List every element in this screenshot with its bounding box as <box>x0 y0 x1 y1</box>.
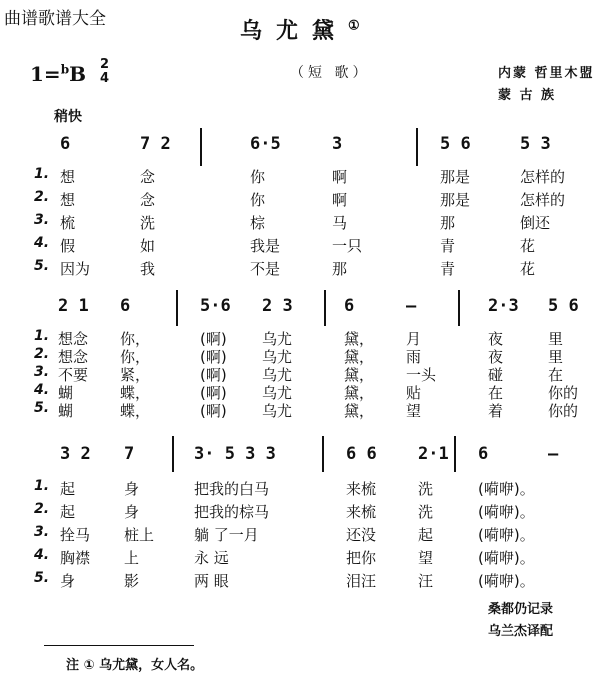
verse-number: 3. <box>34 524 50 540</box>
lyric-word: (啊) <box>200 384 227 402</box>
barline <box>416 128 418 166</box>
lyric-word: 身 <box>124 480 140 498</box>
lyric-word: 蝴 <box>58 384 74 402</box>
lyric-word: 想 <box>60 191 76 209</box>
jianpu-note: 7 <box>124 444 135 464</box>
jianpu-note: 6 <box>344 296 355 316</box>
lyric-word: 想念 <box>58 348 89 366</box>
lyric-word: 桩上 <box>124 526 155 544</box>
lyric-word: 黛， <box>344 330 375 348</box>
lyric-word: (啊) <box>200 366 227 384</box>
jianpu-note: 5 3 <box>520 134 551 154</box>
barline <box>322 436 324 472</box>
lyric-word: (嗬咿)。 <box>478 526 535 544</box>
jianpu-note: 2 3 <box>262 296 293 316</box>
jianpu-note: 3 <box>332 134 343 154</box>
lyric-word: 起 <box>60 503 76 521</box>
footnote <box>66 654 203 673</box>
lyric-word: 因为 <box>60 260 91 278</box>
lyric-word: 想 <box>60 168 76 186</box>
jianpu-note: 6 <box>60 134 71 154</box>
lyric-word: 一只 <box>332 237 363 255</box>
verse-number: 1. <box>34 328 50 344</box>
verse-number: 5. <box>34 258 50 274</box>
lyric-word: 我是 <box>250 237 281 255</box>
lyric-word: 汪 <box>418 572 434 590</box>
lyric-word: 你， <box>120 330 151 348</box>
lyric-word: 来梳 <box>346 480 377 498</box>
lyric-word: 起 <box>418 526 434 544</box>
jianpu-note: 7 2 <box>140 134 171 154</box>
lyric-word: (啊) <box>200 402 227 420</box>
lyric-word: 乌尤 <box>262 348 293 366</box>
time-signature <box>100 58 109 86</box>
jianpu-note: 2·3 <box>488 296 519 316</box>
jianpu-note: 2·1 <box>418 444 449 464</box>
lyric-word: 花 <box>520 237 536 255</box>
lyric-word: 在 <box>548 366 564 384</box>
lyric-word: 想念 <box>58 330 89 348</box>
lyric-word: 怎样的 <box>520 191 566 209</box>
lyric-word: 棕 <box>250 214 266 232</box>
jianpu-note: – <box>548 444 559 464</box>
verse-number: 2. <box>34 189 50 205</box>
lyric-word: 那是 <box>440 191 471 209</box>
lyric-word: 把我的棕马 <box>194 503 270 521</box>
key-prefix: 1= <box>30 62 61 86</box>
lyric-word: 乌尤 <box>262 384 293 402</box>
title-text: 乌尤黛 <box>240 18 349 44</box>
lyric-word: 青 <box>440 260 456 278</box>
meter-top: 2 <box>100 57 110 72</box>
song-title <box>240 14 360 45</box>
lyric-word: 身 <box>60 572 76 590</box>
lyric-word: 一头 <box>406 366 437 384</box>
lyric-word: (啊) <box>200 348 227 366</box>
jianpu-note: 6 <box>120 296 131 316</box>
origin-region: 内蒙 哲里木盟 <box>498 66 595 81</box>
jianpu-note: – <box>406 296 417 316</box>
footnote-mark: ① <box>83 658 95 673</box>
lyric-word: 影 <box>124 572 140 590</box>
lyric-word: 躺 了一月 <box>194 526 259 544</box>
lyric-word: 贴 <box>406 384 422 402</box>
lyric-word: (嗬咿)。 <box>478 572 535 590</box>
lyric-word: 望 <box>418 549 434 567</box>
lyric-word: 你 <box>250 191 266 209</box>
verse-number: 5. <box>34 570 50 586</box>
verse-number: 4. <box>34 382 50 398</box>
song-subtitle: （短 歌） <box>290 65 371 81</box>
barline <box>176 290 178 326</box>
lyric-word: 把你 <box>346 549 377 567</box>
barline <box>454 436 456 472</box>
lyric-word: 花 <box>520 260 536 278</box>
verse-number: 4. <box>34 235 50 251</box>
footnote-prefix: 注 <box>66 658 80 673</box>
lyric-word: 乌尤 <box>262 330 293 348</box>
tempo-marking: 稍快 <box>54 109 82 125</box>
lyric-word: 我 <box>140 260 156 278</box>
site-watermark: 曲谱歌谱大全 <box>4 9 106 29</box>
verse-number: 3. <box>34 364 50 380</box>
lyric-word: 蝶， <box>120 384 151 402</box>
lyric-word: 念 <box>140 168 156 186</box>
lyric-word: 青 <box>440 237 456 255</box>
lyric-word: 洗 <box>140 214 156 232</box>
jianpu-note: 2 1 <box>58 296 89 316</box>
lyric-word: 里 <box>548 348 564 366</box>
verse-number: 3. <box>34 212 50 228</box>
lyric-word: 黛， <box>344 384 375 402</box>
lyric-word: 马 <box>332 214 348 232</box>
lyric-word: 来梳 <box>346 503 377 521</box>
lyric-word: 月 <box>406 330 422 348</box>
lyric-word: 那是 <box>440 168 471 186</box>
lyric-word: 乌尤 <box>262 402 293 420</box>
lyric-word: 蝴 <box>58 402 74 420</box>
lyric-word: 黛， <box>344 366 375 384</box>
lyric-word: 碰 <box>488 366 504 384</box>
lyric-word: 身 <box>124 503 140 521</box>
jianpu-note: 5·6 <box>200 296 231 316</box>
jianpu-note: 6 <box>478 444 489 464</box>
lyric-word: 夜 <box>488 330 504 348</box>
verse-number: 4. <box>34 547 50 563</box>
lyric-word: 洗 <box>418 503 434 521</box>
lyric-word: 那 <box>332 260 348 278</box>
lyric-word: 起 <box>60 480 76 498</box>
lyric-word: 不是 <box>250 260 281 278</box>
lyric-word: (嗬咿)。 <box>478 549 535 567</box>
lyric-word: 黛， <box>344 402 375 420</box>
footnote-divider <box>44 645 194 646</box>
key-signature <box>30 62 86 86</box>
lyric-word: 拴马 <box>60 526 91 544</box>
lyric-word: 黛， <box>344 348 375 366</box>
lyric-word: 如 <box>140 237 156 255</box>
lyric-word: (啊) <box>200 330 227 348</box>
lyric-word: 永 远 <box>194 549 229 567</box>
verse-number: 2. <box>34 501 50 517</box>
lyric-word: 梳 <box>60 214 76 232</box>
lyric-word: 怎样的 <box>520 168 566 186</box>
lyric-word: 你， <box>120 348 151 366</box>
jianpu-note: 5 6 <box>440 134 471 154</box>
verse-number: 5. <box>34 400 50 416</box>
lyric-word: 夜 <box>488 348 504 366</box>
lyric-word: 两 眼 <box>194 572 229 590</box>
lyric-word: 那 <box>440 214 456 232</box>
lyric-word: 泪汪 <box>346 572 377 590</box>
lyric-word: 紧， <box>120 366 151 384</box>
lyric-word: 望 <box>406 402 422 420</box>
lyric-word: 念 <box>140 191 156 209</box>
lyric-word: 你 <box>250 168 266 186</box>
lyric-word: 上 <box>124 549 140 567</box>
key-flat: b <box>60 62 70 77</box>
jianpu-note: 3· 5 3 3 <box>194 444 276 464</box>
jianpu-note: 6·5 <box>250 134 281 154</box>
barline <box>200 128 202 166</box>
jianpu-note: 3 2 <box>60 444 91 464</box>
verse-number: 2. <box>34 346 50 362</box>
verse-number: 1. <box>34 166 50 182</box>
lyric-word: 不要 <box>58 366 89 384</box>
lyric-word: 乌尤 <box>262 366 293 384</box>
lyric-word: 倒还 <box>520 214 551 232</box>
barline <box>458 290 460 326</box>
lyric-word: 洗 <box>418 480 434 498</box>
credit-translator: 乌兰杰译配 <box>488 624 554 639</box>
key-note: B <box>69 62 86 86</box>
barline <box>172 436 174 472</box>
lyric-word: (嗬咿)。 <box>478 503 535 521</box>
lyric-word: 你的 <box>548 384 579 402</box>
credit-recorder: 桑都仍记录 <box>488 602 554 617</box>
title-footnote-mark: ① <box>348 18 360 34</box>
lyric-word: 还没 <box>346 526 377 544</box>
lyric-word: (嗬咿)。 <box>478 480 535 498</box>
meter-bottom: 4 <box>100 71 110 86</box>
lyric-word: 啊 <box>332 191 348 209</box>
lyric-word: 啊 <box>332 168 348 186</box>
footnote-text: 乌尤黛，女人名。 <box>99 658 204 673</box>
lyric-word: 在 <box>488 384 504 402</box>
lyric-word: 把我的白马 <box>194 480 270 498</box>
lyric-word: 胸襟 <box>60 549 91 567</box>
origin-ethnicity: 蒙 古 族 <box>498 88 557 103</box>
lyric-word: 你的 <box>548 402 579 420</box>
jianpu-note: 6 6 <box>346 444 377 464</box>
lyric-word: 假 <box>60 237 76 255</box>
verse-number: 1. <box>34 478 50 494</box>
lyric-word: 着 <box>488 402 504 420</box>
barline <box>324 290 326 326</box>
jianpu-note: 5 6 <box>548 296 579 316</box>
lyric-word: 雨 <box>406 348 422 366</box>
lyric-word: 蝶， <box>120 402 151 420</box>
lyric-word: 里 <box>548 330 564 348</box>
